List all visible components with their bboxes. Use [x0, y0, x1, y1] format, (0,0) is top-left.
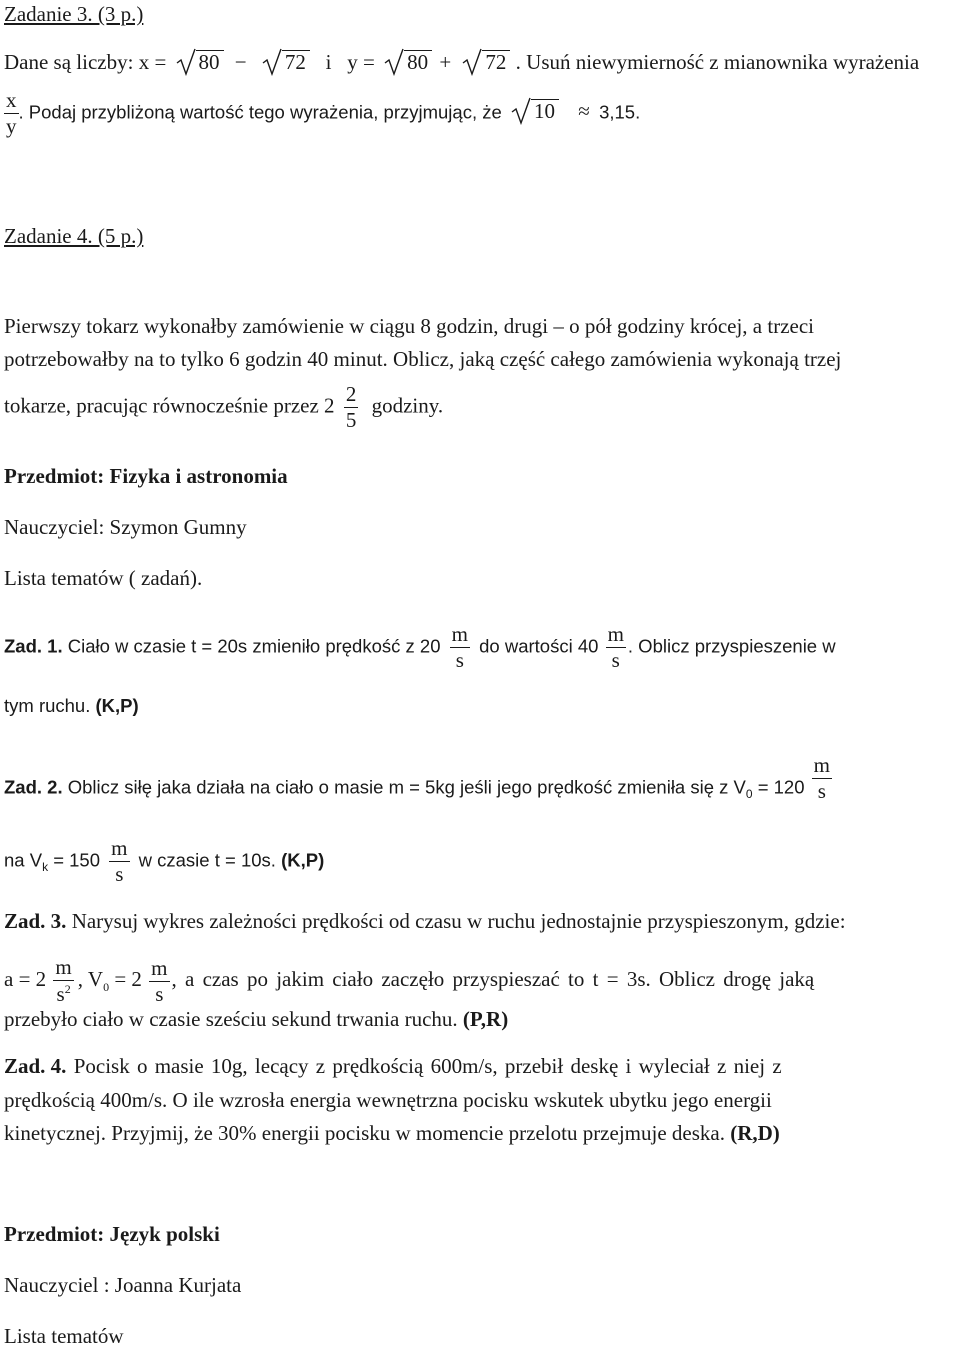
- polish-list-heading: Lista tematów: [4, 1324, 124, 1348]
- fraction-2-5: $\frac{2}{5}$: [345, 382, 357, 432]
- physics-zad3-line1: Zad. 3. Narysuj wykres zależności prędkości od czasu w ruchu jednostajnie przyspieszonym, gdzie:: [4, 909, 846, 933]
- sqrt-80b: 80: [384, 50, 432, 73]
- unit-m-per-s: $\frac{m}{s}$: [151, 955, 168, 1006]
- physics-teacher: Nauczyciel: Szymon Gumny: [4, 515, 247, 539]
- fraction-x-over-y: $\frac{x}{y}$: [6, 88, 17, 138]
- unit-m-per-s: $\frac{m}{s}$: [111, 836, 128, 886]
- task4-line2: potrzebowałby na to tylko 6 godzin 40 minut. Oblicz, jaką część całego zamówienia wykonają trzej: [4, 347, 842, 371]
- sqrt-72: 72: [262, 50, 310, 73]
- sqrt-72b: 72: [462, 50, 510, 73]
- unit-m-per-s: $\frac{m}{s}$: [813, 753, 830, 803]
- physics-zad4-line3: kinetycznej. Przyjmij, że 30% energii pocisku w momencie przelotu przejmuje deska. (R,D): [4, 1121, 780, 1145]
- physics-subject-heading: Przedmiot: Fizyka i astronomia: [4, 464, 288, 488]
- task4-line1: Pierwszy tokarz wykonałby zamówienie w ciągu 8 godzin, drugi – o pół godziny krócej, a trzeci: [4, 314, 815, 338]
- polish-teacher: Nauczyciel : Joanna Kurjata: [4, 1273, 242, 1297]
- polish-subject-heading: Przedmiot: Język polski: [4, 1222, 220, 1246]
- physics-zad1-line1: Zad. 1. Ciało w czasie t = 20s zmieniło prędkość z 20 $\frac{m}{s}$ do wartości 40 $\frac{m}{s}$ . Oblicz przyspieszenie w: [4, 622, 836, 672]
- task4-title: Zadanie 4. (5 p.): [4, 224, 144, 248]
- unit-m-per-s: $\frac{m}{s}$: [451, 622, 468, 672]
- sqrt-10: 10: [511, 99, 559, 122]
- task3-title: Zadanie 3. (3 p.): [4, 2, 144, 26]
- task3-line2: $\frac{x}{y}$ . Podaj przybliżoną wartość tego wyrażenia, przyjmując, że 10 ≈ 3,15.: [6, 88, 641, 138]
- physics-zad3-line2: a = 2 $\frac{m}{s^2}$ , $V_0 = 2$ $\frac{m}{s}$ , a czas po jakim ciało zaczęło przyspieszać to t = 3s. Oblicz drogę jaką: [4, 955, 815, 1006]
- unit-m-per-s2: $\frac{m}{s^2}$: [55, 955, 72, 1006]
- task3-line1: Dane są liczby: x = 80 − 72 i y = 80 + 72 . Usuń niewymierność z mianownika wyrażenia: [4, 50, 920, 74]
- task4-line3: tokarze, pracując równocześnie przez 2 $\frac{2}{5}$ godziny.: [4, 382, 444, 432]
- sqrt-80: 80: [176, 50, 224, 73]
- physics-zad4-line2: prędkością 400m/s. O ile wzrosła energia wewnętrzna pocisku wskutek ubytku jego energii: [4, 1088, 772, 1112]
- physics-zad2-line2: na $V_k = 150$ $\frac{m}{s}$ w czasie t = 10s. (K,P): [4, 836, 325, 886]
- physics-zad4-line1: Zad. 4. Pocisk o masie 10g, lecący z prędkością 600m/s, przebił deskę i wyleciał z niej z: [4, 1054, 782, 1078]
- physics-list-heading: Lista tematów ( zadań).: [4, 566, 203, 590]
- physics-zad1-line2: tym ruchu. (K,P): [4, 695, 139, 716]
- physics-zad2-line1: Zad. 2. Oblicz siłę jaka działa na ciało o masie m = 5kg jeśli jego prędkość zmieniła się z $V_0 = 120$ $\frac{m}{s}$: [4, 753, 830, 803]
- physics-zad3-line3: przebyło ciało w czasie sześciu sekund trwania ruchu. (P,R): [4, 1007, 509, 1031]
- unit-m-per-s: $\frac{m}{s}$: [607, 622, 624, 672]
